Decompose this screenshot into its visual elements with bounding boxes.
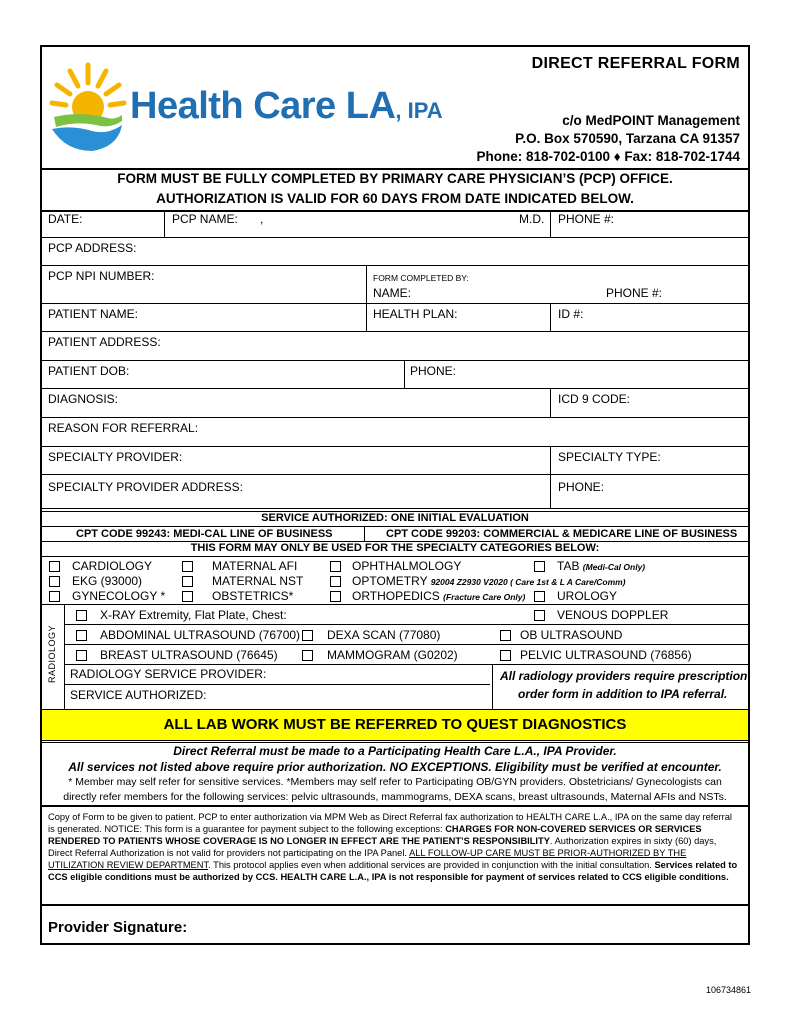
maternal-afi-checkbox[interactable]: [182, 561, 193, 572]
fine-print-p1-end: .: [549, 836, 553, 846]
reason-for-referral-field[interactable]: REASON FOR REFERRAL:: [48, 421, 199, 435]
ekg-label: EKG (93000): [72, 574, 143, 588]
referral-form: [40, 45, 750, 945]
date-field[interactable]: DATE:: [48, 212, 83, 226]
tab-text: TAB: [557, 559, 580, 573]
breast-ultrasound-label: BREAST ULTRASOUND (76645): [100, 648, 278, 662]
logo: [48, 55, 443, 165]
patient-address-field[interactable]: PATIENT ADDRESS:: [48, 335, 161, 349]
ophthalmology-label: OPHTHALMOLOGY: [352, 559, 462, 573]
specialty-provider-address-field[interactable]: SPECIALTY PROVIDER ADDRESS:: [48, 480, 243, 494]
address-line-2: P.O. Box 570590, Tarzana CA 91357: [515, 131, 740, 146]
icd9-code-field[interactable]: ICD 9 CODE:: [558, 392, 631, 406]
fine-print-p2-underline: ALL FOLLOW-UP CARE MUST BE PRIOR-AUTHORIZED BY THE UTILIZATION REVIEW DEPARTMENT: [48, 848, 687, 870]
logo-suffix-text: , IPA: [395, 98, 443, 123]
mammogram-checkbox[interactable]: [302, 650, 313, 661]
direct-line-3: * Member may self refer for sensitive services. *Members may self refer to Participating OB/GYN providers. Obstetricians/ Gynecologists can: [68, 776, 722, 788]
direct-line-2: All services not listed above require prior authorization. NO EXCEPTIONS. Eligibility must be verified at encounter.: [68, 760, 722, 774]
pelvic-ultrasound-label: PELVIC ULTRASOUND (76856): [520, 648, 692, 662]
gynecology-label: GYNECOLOGY *: [72, 589, 166, 603]
diagnosis-field[interactable]: DIAGNOSIS:: [48, 392, 119, 406]
pcp-name-field[interactable]: PCP NAME:: [172, 212, 238, 226]
maternal-afi-label: MATERNAL AFI: [212, 559, 298, 573]
xray-checkbox[interactable]: [76, 610, 87, 621]
cardiology-checkbox[interactable]: [49, 561, 60, 572]
direct-line-4: directly refer members for the following services: pelvic ultrasounds, mammograms, DEXA scans, breast ultrasounds, Maternal AFIs and NSTs.: [63, 791, 727, 803]
abdominal-ultrasound-checkbox[interactable]: [76, 630, 87, 641]
tab-checkbox[interactable]: [534, 561, 545, 572]
optometry-checkbox[interactable]: [330, 576, 341, 587]
venous-doppler-label: VENOUS DOPPLER: [557, 608, 669, 622]
dexa-scan-label: DEXA SCAN (77080): [327, 628, 441, 642]
radiology-note-line-2: order form in addition to IPA referral.: [518, 687, 728, 701]
pcp-phone-field[interactable]: PHONE #:: [558, 212, 615, 226]
sun-hand-icon: [48, 55, 128, 155]
pelvic-ultrasound-checkbox[interactable]: [500, 650, 511, 661]
logo-main-text: Health Care LA: [130, 85, 396, 127]
address-line-3: Phone: 818-702-0100 ♦ Fax: 818-702-1744: [476, 149, 740, 164]
patient-phone-field[interactable]: PHONE:: [410, 364, 457, 378]
tab-label: [557, 559, 645, 573]
obstetrics-checkbox[interactable]: [182, 591, 193, 602]
cpt-medical-code: CPT CODE 99243: MEDI-CAL LINE OF BUSINESS: [76, 528, 333, 540]
fine-print-p2-rest: . This protocol applies even when additional services are provided in conjunction with the initial consultation.: [208, 860, 655, 870]
orthopedics-label: [352, 589, 525, 603]
notice-line-1: FORM MUST BE FULLY COMPLETED BY PRIMARY CARE PHYSICIAN’S (PCP) OFFICE.: [117, 171, 673, 186]
ekg-checkbox[interactable]: [49, 576, 60, 587]
ophthalmology-checkbox[interactable]: [330, 561, 341, 572]
patient-dob-field[interactable]: PATIENT DOB:: [48, 364, 130, 378]
orthopedics-checkbox[interactable]: [330, 591, 341, 602]
optometry-text: OPTOMETRY: [352, 574, 428, 588]
maternal-nst-checkbox[interactable]: [182, 576, 193, 587]
orthopedics-text: ORTHOPEDICS: [352, 589, 440, 603]
lab-banner: [42, 709, 748, 741]
specialty-provider-field[interactable]: SPECIALTY PROVIDER:: [48, 450, 183, 464]
form-number: 106734861: [705, 985, 751, 995]
ob-ultrasound-checkbox[interactable]: [500, 630, 511, 641]
urology-checkbox[interactable]: [534, 591, 545, 602]
orthopedics-note: (Fracture Care Only): [443, 592, 526, 602]
radiology-provider-field[interactable]: RADIOLOGY SERVICE PROVIDER:: [70, 667, 267, 681]
fine-print-paragraph: [48, 811, 740, 883]
fine-print-p1-bold: CHARGES FOR NON-COVERED SERVICES OR SERVICES RENDERED TO PATIENTS WHOSE COVERAGE IS NO LONGER IN EFFECT ARE THE PATIENT’S RESPONSIBILITY: [48, 824, 702, 846]
fine-print-p2: Authorization expires in sixty (60) days, Direct Referral Authorization is not valid for providers not participating on the IPA Panel.: [48, 836, 717, 858]
optometry-note: 92004 Z2930 V2020 ( Care 1st & L A Care/Comm): [430, 577, 626, 587]
pcp-npi-field[interactable]: PCP NPI NUMBER:: [48, 269, 155, 283]
tab-note: (Medi-Cal Only): [582, 562, 646, 572]
categories-note: THIS FORM MAY ONLY BE USED FOR THE SPECIALTY CATEGORIES BELOW:: [190, 542, 600, 554]
form-title: DIRECT REFERRAL FORM: [531, 55, 740, 72]
health-plan-field[interactable]: HEALTH PLAN:: [373, 307, 458, 321]
pcp-name-comma: ,: [260, 212, 264, 226]
address-line-1: c/o MedPOINT Management: [562, 113, 740, 128]
abdominal-ultrasound-label: ABDOMINAL ULTRASOUND (76700): [100, 628, 301, 642]
gynecology-checkbox[interactable]: [49, 591, 60, 602]
radiology-service-authorized-field[interactable]: SERVICE AUTHORIZED:: [70, 688, 207, 702]
breast-ultrasound-checkbox[interactable]: [76, 650, 87, 661]
radiology-side-label: RADIOLOGY: [47, 624, 57, 683]
form-completed-by-label: FORM COMPLETED BY:: [373, 273, 469, 283]
dexa-scan-checkbox[interactable]: [302, 630, 313, 641]
obstetrics-label: OBSTETRICS*: [212, 589, 294, 603]
provider-signature-field[interactable]: Provider Signature:: [48, 919, 188, 936]
fine-print-p2-bold: Services related to CCS eligible conditions must be authorized by CCS. HEALTH CARE L.A., IPA is not responsible for payment of services related to CCS eligible conditions.: [48, 860, 738, 882]
maternal-nst-label: MATERNAL NST: [212, 574, 304, 588]
cardiology-label: CARDIOLOGY: [72, 559, 153, 573]
notice-line-2: AUTHORIZATION IS VALID FOR 60 DAYS FROM DATE INDICATED BELOW.: [156, 191, 634, 206]
xray-label: X-RAY Extremity, Flat Plate, Chest:: [100, 608, 287, 622]
cpt-commercial-code: CPT CODE 99203: COMMERCIAL & MEDICARE LINE OF BUSINESS: [386, 528, 738, 540]
specialty-type-field[interactable]: SPECIALTY TYPE:: [558, 450, 661, 464]
direct-line-1: Direct Referral must be made to a Participating Health Care L.A., IPA Provider.: [173, 744, 617, 758]
pcp-address-field[interactable]: PCP ADDRESS:: [48, 241, 137, 255]
completed-by-phone-field[interactable]: PHONE #:: [606, 286, 663, 300]
ob-ultrasound-label: OB ULTRASOUND: [520, 628, 623, 642]
urology-label: UROLOGY: [557, 589, 618, 603]
service-authorized-header: SERVICE AUTHORIZED: ONE INITIAL EVALUATION: [261, 512, 529, 524]
fine-print-p1: Copy of Form to be given to patient. PCP to enter authorization via MPM Web as Direct Referral fax authorization to HEALTH CARE L.A., IPA on the same day referral is generated. NOTICE: This form is a guarantee for payment subject to the following exceptions:: [48, 812, 732, 834]
patient-name-field[interactable]: PATIENT NAME:: [48, 307, 139, 321]
venous-doppler-checkbox[interactable]: [534, 610, 545, 621]
radiology-note-line-1: All radiology providers require prescription: [500, 669, 748, 683]
md-label: M.D.: [519, 212, 545, 226]
lab-banner-text: ALL LAB WORK MUST BE REFERRED TO QUEST DIAGNOSTICS: [163, 716, 627, 733]
patient-id-field[interactable]: ID #:: [558, 307, 584, 321]
completed-by-name-field[interactable]: NAME:: [373, 286, 412, 300]
mammogram-label: MAMMOGRAM (G0202): [327, 648, 458, 662]
specialty-phone-field[interactable]: PHONE:: [558, 480, 605, 494]
optometry-label: [352, 574, 626, 588]
